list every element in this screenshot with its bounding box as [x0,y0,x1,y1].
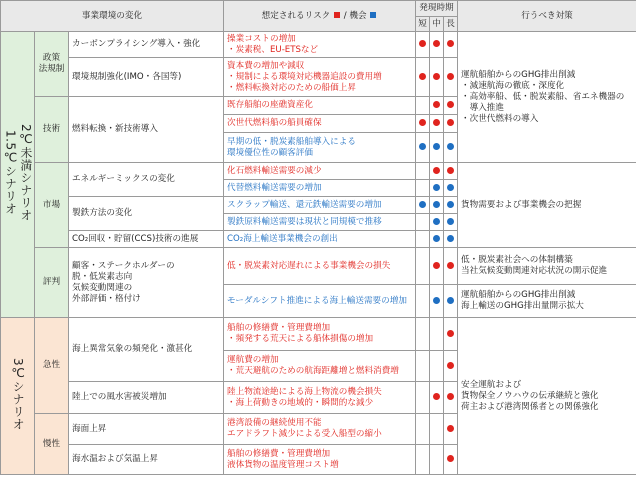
opportunity-dot-icon [447,235,454,242]
timing-4-mid [430,115,444,133]
timing-11-short [416,248,430,285]
risk-13: 船舶の修繕費・管理費増加 ・頻発する荒天による船体損傷の増加 [224,318,416,351]
header-short: 短 [416,17,430,31]
risk-dot-icon [419,73,426,80]
timing-15-mid [430,382,444,414]
opp-7: 代替燃料輸送需要の増加 [224,180,416,197]
timing-10-long [444,231,458,248]
opportunity-dot-icon [419,201,426,208]
change-sea-level: 海面上昇 [69,414,224,445]
risk-dot-icon [433,101,440,108]
risk-dot-icon [447,362,454,369]
timing-16-mid [430,414,444,445]
opp-12: モーダルシフト推進による海上輸送需要の増加 [224,285,416,318]
timing-3-mid [430,97,444,115]
sub-rep: 評判 [35,248,69,318]
risk-3: 既存船舶の座礁資産化 [224,97,416,115]
timing-12-long [444,285,458,318]
header-mid: 中 [430,17,444,31]
risk-dot-icon [447,455,454,462]
timing-2-short [416,58,430,97]
timing-3-short [416,97,430,115]
timing-13-long [444,318,458,351]
table-row [1,248,636,285]
risk-dot-icon [447,40,454,47]
opp-10: CO₂海上輸送事業機会の創出 [224,231,416,248]
opportunity-dot-icon [433,235,440,242]
timing-6-long [444,163,458,180]
timing-17-mid [430,445,444,475]
change-energy-mix: エネルギーミックスの変化 [69,163,224,197]
risk-legend-square-icon [334,12,340,18]
timing-10-mid [430,231,444,248]
header-long: 長 [446,19,455,29]
change-fuel: 燃料転換・新技術導入 [69,97,224,163]
change-carbon: カーボンプライシング導入・強化 [69,32,224,58]
risk-15: 陸上物流途絶による海上物流の機会損失 ・海上荷動きの地域的・瞬間的な減少 [224,382,416,414]
opportunity-dot-icon [433,184,440,191]
timing-10-short [416,231,430,248]
timing-5-long [444,133,458,163]
risk-4: 次世代燃料船の船員確保 [224,115,416,133]
header-opp-label: 機会 [349,10,367,21]
timing-9-short [416,214,430,231]
risk-dot-icon [447,262,454,269]
risk-dot-icon [433,73,440,80]
header-risk [224,1,416,32]
action-1: 運航船舶からのGHG排出削減 ・減速航海の徹底・深度化 ・高効率船、低・脱炭素船、省エネ機器の 導入推進 ・次世代燃料の導入 [458,32,636,163]
opportunity-dot-icon [433,201,440,208]
risk-dot-icon [447,101,454,108]
timing-11-long [444,248,458,285]
table-header-row [1,1,636,32]
risk-dot-icon [447,425,454,432]
timing-17-short [416,445,430,475]
timing-14-long [444,351,458,382]
timing-6-mid [430,163,444,180]
timing-4-long [444,115,458,133]
action-2: 貨物需要および事業機会の把握 [458,163,636,248]
opportunity-dot-icon [419,143,426,150]
timing-9-mid [430,214,444,231]
timing-13-mid [430,318,444,351]
header-risk-label: 想定されるリスク [261,10,331,21]
action-5: 安全運航および 貨物保全ノウハウの伝承継続と強化 荷主および港湾関係者との関係強化 [458,318,636,475]
risk-dot-icon [433,119,440,126]
header-change: 事業環境の変化 [1,1,224,32]
header-period-sub [416,17,457,31]
change-ccs: CO₂回収・貯留(CCS)技術の進展 [69,231,224,248]
risk-11: 低・脱炭素対応遅れによる事業機会の損失 [224,248,416,285]
timing-2-long [444,58,458,97]
timing-1-long [444,32,458,58]
risk-dot-icon [433,167,440,174]
change-land: 陸上での風水害被災増加 [69,382,224,414]
risk-dot-icon [433,393,440,400]
header-sep: / [343,10,350,21]
timing-7-long [444,180,458,197]
timing-14-mid [430,351,444,382]
timing-5-short [416,133,430,163]
table-row [1,318,636,351]
risk-dot-icon [419,119,426,126]
risk-dot-icon [433,262,440,269]
timing-9-long [444,214,458,231]
risk-2: 資本費の増加や減収 ・規制による環境対応機器追設の費用増 ・燃料転換対応のための船価上昇 [224,58,416,97]
risk-dot-icon [419,40,426,47]
timing-16-short [416,414,430,445]
sub-chronic: 慢性 [35,414,69,475]
opportunity-dot-icon [433,218,440,225]
timing-15-short [416,382,430,414]
opportunity-dot-icon [433,297,440,304]
sub-acute: 急性 [35,318,69,414]
opportunity-dot-icon [447,143,454,150]
sub-tech: 技術 [35,97,69,163]
risk-dot-icon [433,40,440,47]
change-env-reg: 環境規制強化(IMO・各国等) [69,58,224,97]
scenario-1-5c: 2℃未満シナリオ 1.5℃シナリオ [1,32,35,318]
timing-7-short [416,180,430,197]
change-customer: 顧客・ステークホルダーの 脱・低炭素志向 気候変動関連の 外部評価・格付け [69,248,224,318]
risk-17: 船舶の修繕費・管理費増加 液体貨物の温度管理コスト増 [224,445,416,475]
timing-17-long [444,445,458,475]
header-action: 行うべき対策 [458,1,636,32]
timing-3-long [444,97,458,115]
sub-policy: 政策 法規制 [35,32,69,97]
timing-14-short [416,351,430,382]
timing-13-short [416,318,430,351]
opp-8: スクラップ輸送、還元鉄輸送需要の増加 [224,197,416,214]
table-row [1,163,636,180]
sub-market: 市場 [35,163,69,248]
table-row [1,32,636,58]
timing-8-mid [430,197,444,214]
risk-16: 港湾設備の継続使用不能 エアドラフト減少による受入船型の縮小 [224,414,416,445]
change-steel: 製鉄方法の変化 [69,197,224,231]
opportunity-legend-square-icon [370,12,376,18]
timing-11-mid [430,248,444,285]
timing-16-long [444,414,458,445]
timing-4-short [416,115,430,133]
change-weather: 海上異常気象の頻発化・激甚化 [69,318,224,382]
risk-dot-icon [447,73,454,80]
timing-7-mid [430,180,444,197]
timing-8-short [416,197,430,214]
opportunity-dot-icon [447,297,454,304]
risk-dot-icon [447,167,454,174]
action-3: 低・脱炭素社会への体制構築 当社気候変動関連対応状況の開示促進 [458,248,636,285]
opportunity-dot-icon [447,201,454,208]
change-sea-temp: 海水温および気温上昇 [69,445,224,475]
header-period [416,1,458,32]
timing-5-mid [430,133,444,163]
timing-8-long [444,197,458,214]
opp-5: 早期の低・脱炭素船舶導入による 環境優位性の顧客評価 [224,133,416,163]
risk-6: 化石燃料輸送需要の減少 [224,163,416,180]
opportunity-dot-icon [433,143,440,150]
timing-12-mid [430,285,444,318]
opportunity-dot-icon [447,218,454,225]
risk-14: 運航費の増加 ・荒天避航のための航海距離増と燃料消費増 [224,351,416,382]
timing-1-mid [430,32,444,58]
timing-6-short [416,163,430,180]
opportunity-dot-icon [447,184,454,191]
risk-dot-icon [447,119,454,126]
risk-1: 操業コストの増加 ・炭素税、EU-ETSなど [224,32,416,58]
action-4: 運航船舶からのGHG排出削減 海上輸送のGHG排出量開示拡大 [458,285,636,318]
risk-dot-icon [447,393,454,400]
opp-9: 製鉄原料輸送需要は現状と同規模で推移 [224,214,416,231]
timing-15-long [444,382,458,414]
risk-dot-icon [447,330,454,337]
header-period-label: 発現時期 [416,1,457,17]
scenario-3c: 3℃シナリオ [1,318,35,475]
timing-1-short [416,32,430,58]
timing-12-short [416,285,430,318]
timing-2-mid [430,58,444,97]
